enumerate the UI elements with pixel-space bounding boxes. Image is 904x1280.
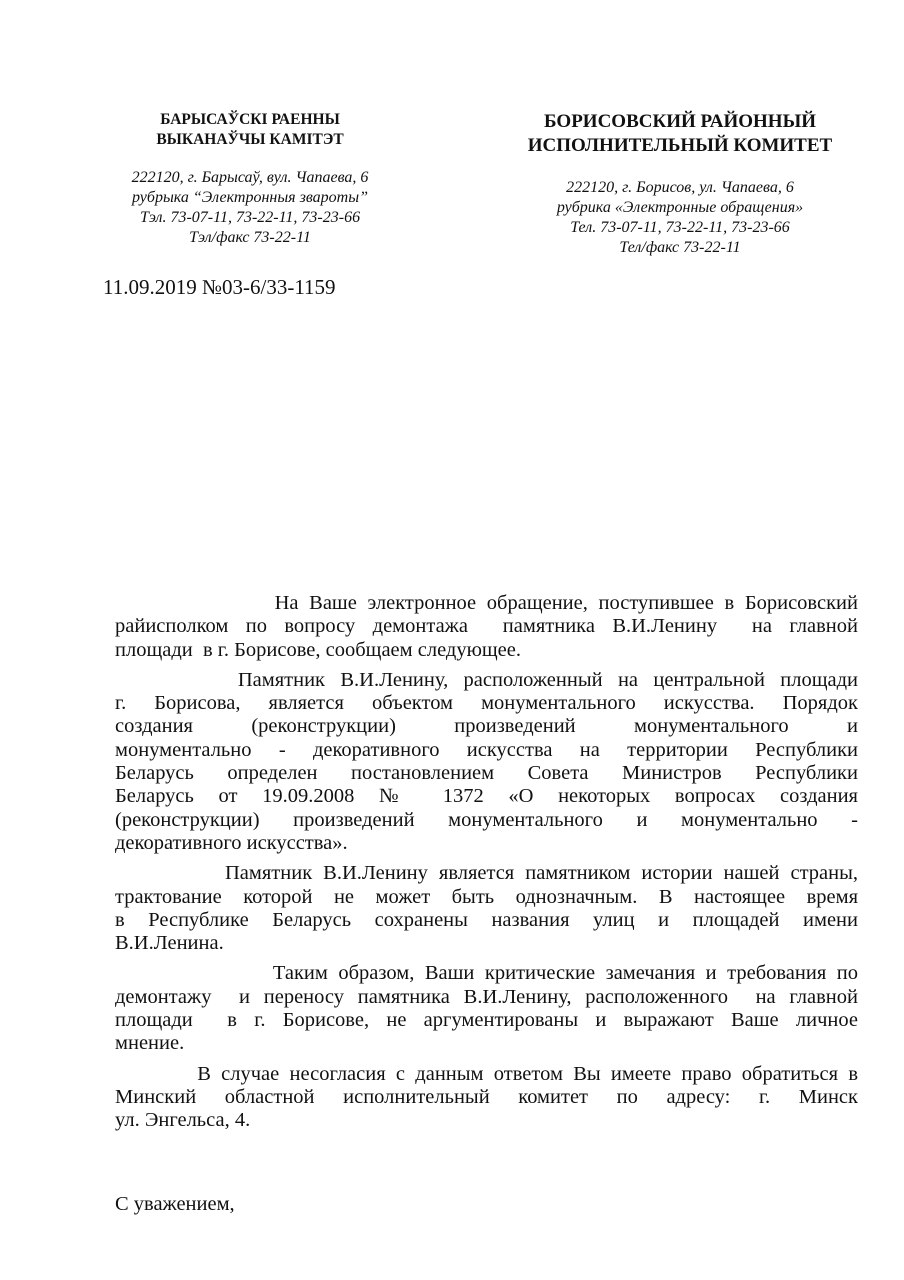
address-line: рубрыка “Электронныя звароты” <box>132 189 368 206</box>
paragraph-line: Памятник В.И.Ленину, расположенный на центральной площади <box>115 668 859 691</box>
address-line: рубрика «Электронные обращения» <box>556 199 804 216</box>
paragraph-line: демонтажу и переносу памятника В.И.Ленину, расположенного на главной <box>115 985 858 1008</box>
paragraph-line: Памятник В.И.Ленину является памятником истории нашей страны, <box>115 862 858 885</box>
paragraph-line: г. Борисова, является объектом монументального искусства. Порядок <box>115 692 858 715</box>
address-line: 222120, г. Барысаў, вул. Чапаева, 6 <box>131 169 369 186</box>
header-belarusian <box>110 110 390 248</box>
paragraph-line: трактование которой не может быть однозначным. В настоящее время <box>115 885 858 908</box>
paragraph-line: Беларусь определен постановлением Совета Министров Республики <box>115 762 858 785</box>
paragraph-line: (реконструкции) произведений монументального и монументально - <box>115 808 858 831</box>
paragraph <box>115 962 858 1055</box>
address-line: Тэл/факс 73-22-11 <box>189 229 311 246</box>
address-be <box>110 168 390 248</box>
paragraph <box>115 862 858 955</box>
address-ru <box>500 178 860 258</box>
letter-body <box>115 592 858 1140</box>
paragraph-line: ул. Энгельса, 4. <box>115 1109 251 1132</box>
closing: С уважением, <box>115 1193 235 1215</box>
paragraph <box>115 592 858 662</box>
paragraph-line: создания (реконструкции) произведений монументального и <box>115 715 858 738</box>
paragraph-line: Минский областной исполнительный комитет по адресу: г. Минск <box>115 1085 858 1108</box>
paragraph-line: монументально - декоративного искусства на территории Республики <box>115 738 858 761</box>
org-name-be-line2: ВЫКАНАЎЧЫ КАМІТЭТ <box>156 131 344 148</box>
paragraph-line: В случае несогласия с данным ответом Вы имеете право обратиться в <box>115 1062 859 1085</box>
reference-number: 11.09.2019 №03-6/33-1159 <box>103 275 336 299</box>
paragraph <box>115 669 858 855</box>
address-line: Тел/факс 73-22-11 <box>619 239 741 256</box>
address-line: Тел. 73-07-11, 73-22-11, 73-23-66 <box>570 219 790 236</box>
address-line: Тэл. 73-07-11, 73-22-11, 73-23-66 <box>139 209 361 226</box>
paragraph-line: декоративного искусства». <box>115 831 348 854</box>
paragraph-line: в Республике Беларусь сохранены названия улиц и площадей имени <box>115 908 858 931</box>
paragraph-line: площади в г. Борисове, сообщаем следующее. <box>115 638 522 661</box>
paragraph-line: На Ваше электронное обращение, поступившее в Борисовский <box>115 592 858 614</box>
paragraph-line: площади в г. Борисове, не аргументированы и выражают Ваше личное <box>115 1009 858 1032</box>
org-name-be-line1: БАРЫСАЎСКІ РАЕННЫ <box>160 111 340 128</box>
org-name-ru-line1: БОРИСОВСКИЙ РАЙОННЫЙ <box>543 111 817 132</box>
paragraph-line: райисполком по вопросу демонтажа памятника В.И.Ленину на главной <box>115 615 858 638</box>
header-russian <box>500 110 860 258</box>
org-name-ru-line2: ИСПОЛНИТЕЛЬНЫЙ КОМИТЕТ <box>527 135 833 156</box>
paragraph-line: мнение. <box>115 1032 185 1055</box>
paragraph-line: В.И.Ленина. <box>115 932 224 955</box>
paragraph <box>115 1063 858 1133</box>
address-line: 222120, г. Борисов, ул. Чапаева, 6 <box>566 179 794 196</box>
paragraph-line: Беларусь от 19.09.2008 № 1372 «О некоторых вопросах создания <box>115 785 858 808</box>
paragraph-line: Таким образом, Ваши критические замечания и требования по <box>115 962 859 985</box>
